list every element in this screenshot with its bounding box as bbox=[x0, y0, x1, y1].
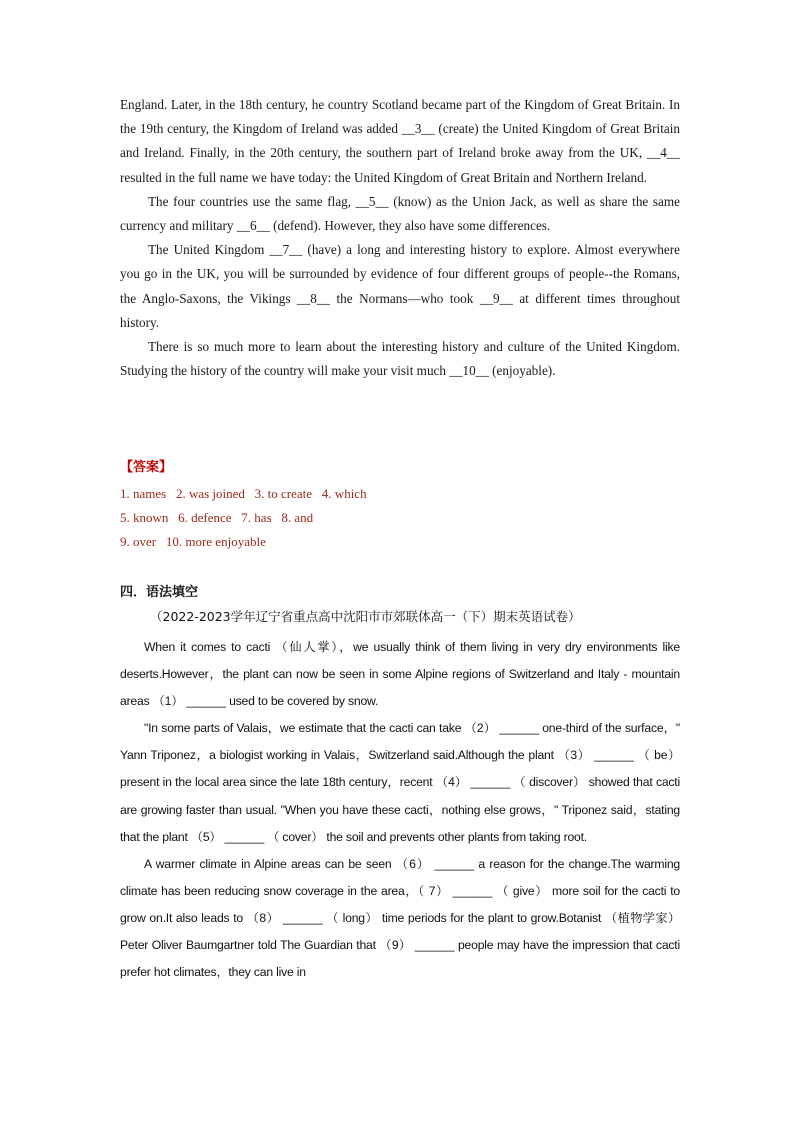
answer-line: 5. known 6. defence 7. has 8. and bbox=[120, 510, 314, 526]
passage-cacti bbox=[120, 634, 680, 986]
paragraph: When it comes to cacti （仙人掌），we usually think of them living in very dry environments like deserts.However，the plant can now be seen in some Alpine regions of Switzerland and Italy - mountain areas （1） ______ used to be covered by snow. bbox=[120, 640, 680, 709]
answer-heading: 【答案】 bbox=[120, 460, 173, 475]
paragraph: The four countries use the same flag, __5__ (know) as the Union Jack, as well as share the same currency and military __6__ (defend). However, they also have some differences. bbox=[120, 193, 680, 234]
passage-uk-history bbox=[120, 93, 680, 383]
paragraph: "In some parts of Valais，we estimate that the cacti can take （2） ______ one-third of the surface，" Yann Triponez，a biologist working in Valais，Switzerland said.Although the plant （3） ______ （ be） present in the local area since the late 18th century，recent （4） ______ （ discover） showed that cacti are growing faster than usual. "When you have these cacti，nothing else grows，" Triponez said，stating that the plant （5） ______ （ cover） the soil and prevents other plants from taking root. bbox=[120, 721, 680, 844]
paragraph: There is so much more to learn about the interesting history and culture of the United Kingdom. Studying the history of the country will make your visit much __10__ (enjoyable). bbox=[120, 339, 680, 379]
paragraph: The United Kingdom __7__ (have) a long and interesting history to explore. Almost everywhere you go in the UK, you will be surrounded by evidence of four different groups of people--the Romans, the Anglo-Saxons, the Vikings __8__ the Normans—who took __9__ at different times throughout history. bbox=[120, 242, 680, 330]
source-citation: （2022-2023学年辽宁省重点高中沈阳市市郊联体高一（下）期末英语试卷） bbox=[150, 609, 581, 624]
answer-line: 1. names 2. was joined 3. to create 4. which bbox=[120, 486, 367, 501]
section-heading: 四．语法填空 bbox=[120, 585, 199, 600]
paragraph: A warmer climate in Alpine areas can be seen （6） ______ a reason for the change.The warming climate has been reducing snow coverage in the area，（ 7） ______ （ give） more soil for the cacti to grow on.It also leads to （8） ______ （ long） time periods for the plant to grow.Botanist （植物学家） Peter Oliver Baumgartner told The Guardian that （9） ______ people may have the impression that cacti prefer hot climates，they can live in bbox=[120, 856, 680, 980]
paragraph: England. Later, in the 18th century, he country Scotland became part of the Kingdom of Great Britain. In the 19th century, the Kingdom of Ireland was added __3__ (create) the United Kingdom of Great Britain and Ireland. Finally, in the 20th century, the southern part of Ireland broke away from the UK, __4__ resulted in the full name we have today: the United Kingdom of Great Britain and Northern Ireland. bbox=[120, 97, 680, 185]
answer-line: 9. over 10. more enjoyable bbox=[120, 534, 266, 550]
answer-list bbox=[120, 482, 680, 555]
